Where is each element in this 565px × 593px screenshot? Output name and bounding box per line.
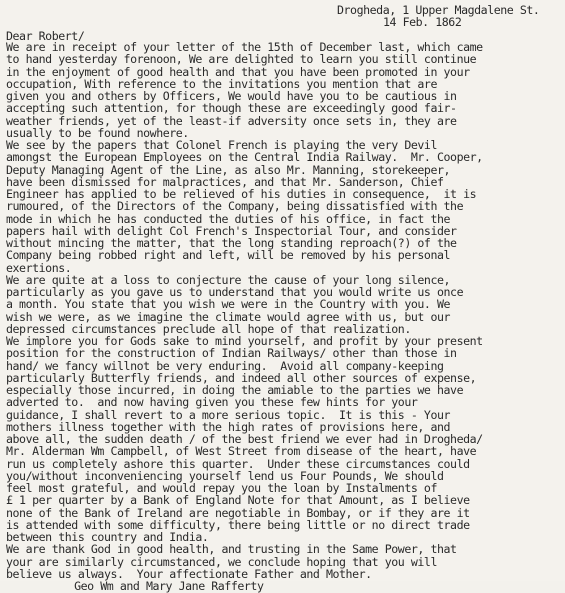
letter-line: none of the Bank of Ireland are negotiable in Bombay, or if they are it: [6, 505, 470, 520]
letter-line: without mincing the matter, that the long standing reproach(?) of the: [6, 236, 457, 250]
letter-line: is attended with some difficulty, there being little or no direct trade: [6, 517, 470, 532]
letter-line: your are similarly circumstanced, we conclude hoping that you will: [6, 554, 437, 569]
letter-line: rumoured, of the Directors of the Company, being dissatisfied with the: [6, 199, 464, 214]
letter-line: Engineer has applied to be relieved of his duties in consequence, it is: [6, 187, 477, 201]
letter-line: amongst the European Employees on the Central India Railway. Mr. Cooper,: [6, 150, 483, 165]
letter-line: wish we were, as we imagine the climate would agree with us, but our: [6, 309, 451, 324]
letter-line: particularly Butterfly friends, and indeed all other sources of expense,: [6, 370, 477, 385]
letter-line: exertions.: [6, 260, 72, 275]
letter-line: hand/ we fancy willnot be very enduring. Avoid all company-keeping: [6, 358, 444, 373]
letter-line: £ 1 per quarter by a Bank of England Note for that Amount, as I believe: [6, 493, 470, 508]
letter-salutation: Dear Robert/: [6, 29, 85, 43]
letter-line: run us completely ashore this quarter. Under these circumstances could: [6, 456, 470, 471]
letter-address: Drogheda, 1 Upper Magdalene St.: [337, 3, 540, 17]
letter-line: adverted to. and now having given you these few hints for your: [6, 395, 418, 410]
letter-line: mode in which he has conducted the duties of his office, in fact the: [6, 211, 451, 226]
letter-line: papers hail with delight Col French's Inspectorial Tour, and consider: [6, 223, 457, 238]
letter-line: We see by the papers that Colonel French is playing the very Devil: [6, 138, 437, 152]
letter-line: to hand yesterday forenoon, We are delighted to learn you still continue: [6, 52, 477, 67]
letter-line: you/without inconveniencing yourself lend us Four Pounds, We should: [6, 468, 444, 483]
letter-line: feel most grateful, and would repay you the loan by Instalments of: [6, 481, 437, 495]
letter-line: usually to be found nowhere.: [6, 125, 189, 140]
letter-line: We are in receipt of your letter of the 15th of December last, which came: [6, 40, 483, 54]
letter-line: above all, the sudden death / of the best friend we ever had in Drogheda/: [6, 432, 483, 446]
letter-line: between this country and India.: [6, 530, 209, 544]
letter-line: guidance, I shall revert to a more serious topic. It is this - Your: [6, 407, 451, 422]
letter-date: 14 Feb. 1862: [383, 15, 462, 29]
letter-line: Geo Wm and Mary Jane Rafferty: [48, 579, 264, 593]
letter-line: position for the construction of Indian Railways/ other than those in: [6, 346, 457, 361]
letter-line: have been dismissed for malpractices, and that Mr. Sanderson, Chief: [6, 174, 444, 189]
letter-line: Mr. Alderman Wm Campbell, of West Street from disease of the heart, have: [6, 444, 477, 459]
letter-line: Company being robbed right and left, will be removed by his personal: [6, 248, 451, 263]
letter-line: We implore you for Gods sake to mind yourself, and profit by your present: [6, 334, 483, 348]
letter-line: We are quite at a loss to conjecture the cause of your long silence,: [6, 272, 451, 287]
letter-line: We are thank God in good health, and trusting in the Same Power, that: [6, 542, 457, 557]
letter-line: accepting such attention, for though these are exceedingly good fair-: [6, 101, 457, 116]
letter-line: in the enjoyment of good health and that you have been promoted in your: [6, 64, 470, 79]
letter-line: depressed circumstances preclude all hope of that realization.: [6, 321, 411, 336]
letter-line: particularly as you gave us to understand that you would write us once: [6, 285, 464, 299]
letter-line: Deputy Managing Agent of the Line, as also Mr. Manning, storekeeper,: [6, 162, 451, 177]
letter-line: especially those incurred, in doing the amiable to the parties we have: [6, 383, 464, 397]
letter-line: occupation, With reference to the invitations you mention that are: [6, 76, 437, 91]
letter-line: given you and others by Officers, We would have you to be cautious in: [6, 89, 457, 103]
letter-line: believe us always. Your affectionate Father and Mother.: [6, 566, 372, 581]
letter-line: weather friends, yet of the least-if adversity once sets in, they are: [6, 113, 457, 128]
letter-line: mothers illness together with the high rates of provisions here, and: [6, 419, 451, 434]
letter-line: a month. You state that you wish we were in the Country with you. We: [6, 297, 451, 312]
